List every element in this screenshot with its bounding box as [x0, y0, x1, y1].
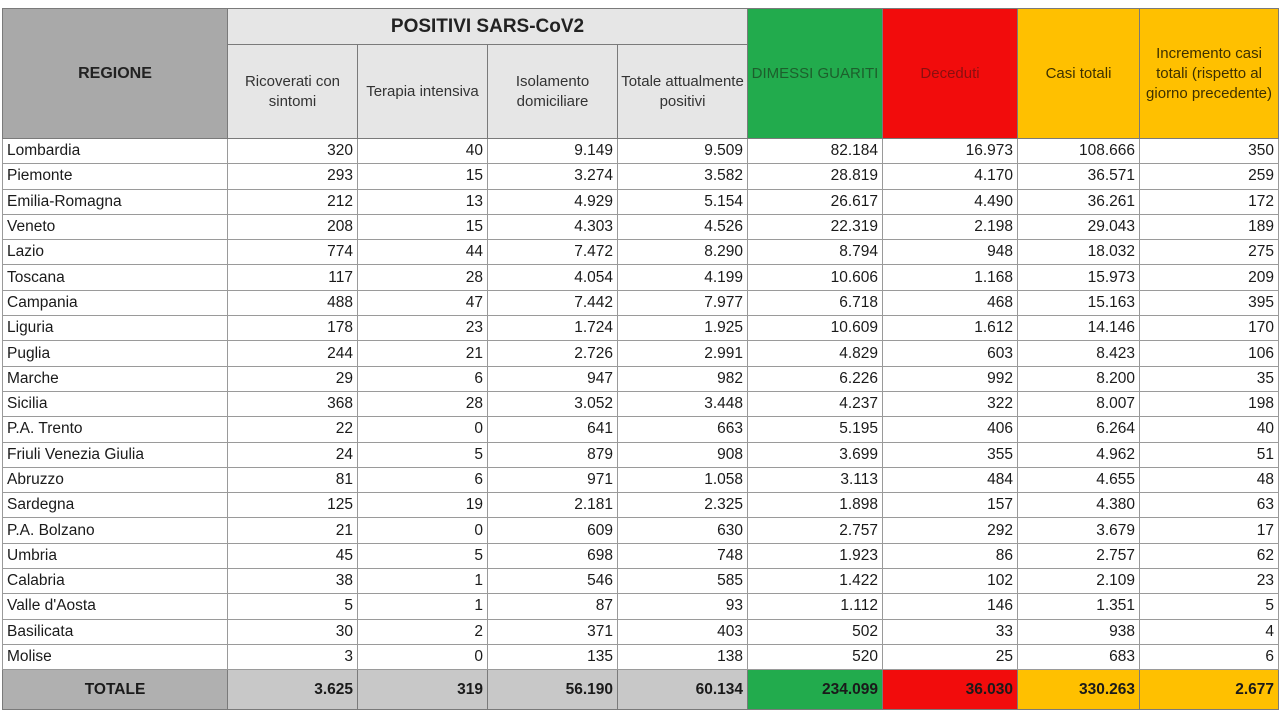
terapia-cell: 28 [358, 391, 488, 416]
deceduti-cell: 1.612 [883, 316, 1018, 341]
casi-cell: 4.380 [1018, 493, 1140, 518]
positivi-cell: 8.290 [618, 240, 748, 265]
casi-cell: 15.973 [1018, 265, 1140, 290]
ricoverati-cell: 38 [228, 569, 358, 594]
total-label: TOTALE [3, 670, 228, 710]
table-body [3, 139, 1279, 670]
ricoverati-cell: 320 [228, 139, 358, 164]
casi-cell: 14.146 [1018, 316, 1140, 341]
positivi-cell: 585 [618, 569, 748, 594]
incremento-cell: 350 [1140, 139, 1279, 164]
deceduti-cell: 992 [883, 366, 1018, 391]
region-name: Sardegna [3, 493, 228, 518]
region-name: Friuli Venezia Giulia [3, 442, 228, 467]
incremento-cell: 51 [1140, 442, 1279, 467]
isolamento-cell: 7.472 [488, 240, 618, 265]
table-row [3, 290, 1279, 315]
dimessi-cell: 22.319 [748, 214, 883, 239]
isolamento-cell: 87 [488, 594, 618, 619]
casi-cell: 2.109 [1018, 569, 1140, 594]
positivi-cell: 2.325 [618, 493, 748, 518]
deceduti-cell: 355 [883, 442, 1018, 467]
ricoverati-cell: 488 [228, 290, 358, 315]
incremento-cell: 170 [1140, 316, 1279, 341]
total-positivi: 60.134 [618, 670, 748, 710]
dimessi-cell: 1.898 [748, 493, 883, 518]
terapia-cell: 0 [358, 644, 488, 669]
table-row [3, 417, 1279, 442]
terapia-cell: 6 [358, 366, 488, 391]
casi-cell: 108.666 [1018, 139, 1140, 164]
table-row [3, 644, 1279, 669]
terapia-cell: 15 [358, 164, 488, 189]
isolamento-cell: 135 [488, 644, 618, 669]
dimessi-cell: 3.113 [748, 467, 883, 492]
deceduti-cell: 16.973 [883, 139, 1018, 164]
terapia-cell: 1 [358, 569, 488, 594]
header-incremento: Incremento casi totali (rispetto al giorno precedente) [1140, 9, 1279, 139]
casi-cell: 683 [1018, 644, 1140, 669]
deceduti-cell: 102 [883, 569, 1018, 594]
terapia-cell: 21 [358, 341, 488, 366]
casi-cell: 29.043 [1018, 214, 1140, 239]
casi-cell: 1.351 [1018, 594, 1140, 619]
table-row [3, 265, 1279, 290]
dimessi-cell: 1.112 [748, 594, 883, 619]
ricoverati-cell: 774 [228, 240, 358, 265]
dimessi-cell: 4.237 [748, 391, 883, 416]
ricoverati-cell: 244 [228, 341, 358, 366]
table-row [3, 619, 1279, 644]
table-row [3, 214, 1279, 239]
total-ricoverati: 3.625 [228, 670, 358, 710]
isolamento-cell: 971 [488, 467, 618, 492]
dimessi-cell: 28.819 [748, 164, 883, 189]
isolamento-cell: 7.442 [488, 290, 618, 315]
region-name: Veneto [3, 214, 228, 239]
table-row [3, 164, 1279, 189]
casi-cell: 36.261 [1018, 189, 1140, 214]
dimessi-cell: 1.422 [748, 569, 883, 594]
covid-regional-table-sheet [2, 8, 1278, 714]
total-row [3, 670, 1279, 710]
isolamento-cell: 2.181 [488, 493, 618, 518]
terapia-cell: 44 [358, 240, 488, 265]
ricoverati-cell: 45 [228, 543, 358, 568]
deceduti-cell: 603 [883, 341, 1018, 366]
incremento-cell: 189 [1140, 214, 1279, 239]
terapia-cell: 5 [358, 543, 488, 568]
header-isolamento: Isolamento domiciliare [488, 45, 618, 139]
isolamento-cell: 947 [488, 366, 618, 391]
casi-cell: 938 [1018, 619, 1140, 644]
region-name: Umbria [3, 543, 228, 568]
casi-cell: 3.679 [1018, 518, 1140, 543]
terapia-cell: 6 [358, 467, 488, 492]
isolamento-cell: 4.054 [488, 265, 618, 290]
ricoverati-cell: 212 [228, 189, 358, 214]
region-name: Calabria [3, 569, 228, 594]
dimessi-cell: 5.195 [748, 417, 883, 442]
isolamento-cell: 9.149 [488, 139, 618, 164]
dimessi-cell: 8.794 [748, 240, 883, 265]
casi-cell: 2.757 [1018, 543, 1140, 568]
positivi-cell: 908 [618, 442, 748, 467]
casi-cell: 4.962 [1018, 442, 1140, 467]
isolamento-cell: 641 [488, 417, 618, 442]
casi-cell: 6.264 [1018, 417, 1140, 442]
positivi-cell: 3.448 [618, 391, 748, 416]
casi-cell: 15.163 [1018, 290, 1140, 315]
isolamento-cell: 546 [488, 569, 618, 594]
incremento-cell: 62 [1140, 543, 1279, 568]
incremento-cell: 6 [1140, 644, 1279, 669]
incremento-cell: 106 [1140, 341, 1279, 366]
table-row [3, 316, 1279, 341]
table-row [3, 594, 1279, 619]
region-name: Campania [3, 290, 228, 315]
ricoverati-cell: 21 [228, 518, 358, 543]
region-name: Molise [3, 644, 228, 669]
isolamento-cell: 609 [488, 518, 618, 543]
terapia-cell: 47 [358, 290, 488, 315]
header-casi-totali: Casi totali [1018, 9, 1140, 139]
positivi-cell: 93 [618, 594, 748, 619]
deceduti-cell: 484 [883, 467, 1018, 492]
terapia-cell: 13 [358, 189, 488, 214]
table-row [3, 467, 1279, 492]
deceduti-cell: 33 [883, 619, 1018, 644]
covid-regional-table [2, 8, 1279, 710]
positivi-cell: 2.991 [618, 341, 748, 366]
ricoverati-cell: 125 [228, 493, 358, 518]
positivi-cell: 1.058 [618, 467, 748, 492]
table-row [3, 341, 1279, 366]
terapia-cell: 28 [358, 265, 488, 290]
total-casi: 330.263 [1018, 670, 1140, 710]
isolamento-cell: 371 [488, 619, 618, 644]
table-row [3, 240, 1279, 265]
casi-cell: 4.655 [1018, 467, 1140, 492]
ricoverati-cell: 208 [228, 214, 358, 239]
dimessi-cell: 2.757 [748, 518, 883, 543]
region-name: Sicilia [3, 391, 228, 416]
header-ricoverati: Ricoverati con sintomi [228, 45, 358, 139]
table-row [3, 391, 1279, 416]
dimessi-cell: 82.184 [748, 139, 883, 164]
header-deceduti: Deceduti [883, 9, 1018, 139]
dimessi-cell: 3.699 [748, 442, 883, 467]
isolamento-cell: 3.274 [488, 164, 618, 189]
positivi-cell: 403 [618, 619, 748, 644]
dimessi-cell: 10.606 [748, 265, 883, 290]
table-row [3, 569, 1279, 594]
region-name: Toscana [3, 265, 228, 290]
casi-cell: 8.200 [1018, 366, 1140, 391]
ricoverati-cell: 81 [228, 467, 358, 492]
terapia-cell: 15 [358, 214, 488, 239]
casi-cell: 8.007 [1018, 391, 1140, 416]
isolamento-cell: 698 [488, 543, 618, 568]
total-isolamento: 56.190 [488, 670, 618, 710]
total-terapia: 319 [358, 670, 488, 710]
isolamento-cell: 3.052 [488, 391, 618, 416]
dimessi-cell: 4.829 [748, 341, 883, 366]
ricoverati-cell: 178 [228, 316, 358, 341]
incremento-cell: 4 [1140, 619, 1279, 644]
total-dimessi: 234.099 [748, 670, 883, 710]
table-row [3, 543, 1279, 568]
incremento-cell: 172 [1140, 189, 1279, 214]
table-row [3, 518, 1279, 543]
positivi-cell: 748 [618, 543, 748, 568]
isolamento-cell: 4.929 [488, 189, 618, 214]
isolamento-cell: 1.724 [488, 316, 618, 341]
terapia-cell: 1 [358, 594, 488, 619]
total-deceduti: 36.030 [883, 670, 1018, 710]
incremento-cell: 275 [1140, 240, 1279, 265]
table-row [3, 442, 1279, 467]
total-incremento: 2.677 [1140, 670, 1279, 710]
deceduti-cell: 468 [883, 290, 1018, 315]
incremento-cell: 198 [1140, 391, 1279, 416]
header-totale-positivi: Totale attualmente positivi [618, 45, 748, 139]
deceduti-cell: 1.168 [883, 265, 1018, 290]
deceduti-cell: 86 [883, 543, 1018, 568]
ricoverati-cell: 3 [228, 644, 358, 669]
positivi-cell: 138 [618, 644, 748, 669]
deceduti-cell: 292 [883, 518, 1018, 543]
dimessi-cell: 520 [748, 644, 883, 669]
incremento-cell: 23 [1140, 569, 1279, 594]
ricoverati-cell: 24 [228, 442, 358, 467]
incremento-cell: 5 [1140, 594, 1279, 619]
region-name: Piemonte [3, 164, 228, 189]
terapia-cell: 40 [358, 139, 488, 164]
terapia-cell: 2 [358, 619, 488, 644]
deceduti-cell: 4.170 [883, 164, 1018, 189]
incremento-cell: 63 [1140, 493, 1279, 518]
terapia-cell: 5 [358, 442, 488, 467]
dimessi-cell: 6.226 [748, 366, 883, 391]
table-row [3, 366, 1279, 391]
ricoverati-cell: 5 [228, 594, 358, 619]
header-regione: REGIONE [3, 9, 228, 139]
positivi-cell: 5.154 [618, 189, 748, 214]
header-group-positivi: POSITIVI SARS-CoV2 [228, 9, 748, 45]
deceduti-cell: 948 [883, 240, 1018, 265]
incremento-cell: 40 [1140, 417, 1279, 442]
table-row [3, 493, 1279, 518]
dimessi-cell: 6.718 [748, 290, 883, 315]
region-name: P.A. Bolzano [3, 518, 228, 543]
region-name: Liguria [3, 316, 228, 341]
ricoverati-cell: 368 [228, 391, 358, 416]
incremento-cell: 259 [1140, 164, 1279, 189]
incremento-cell: 17 [1140, 518, 1279, 543]
casi-cell: 18.032 [1018, 240, 1140, 265]
positivi-cell: 3.582 [618, 164, 748, 189]
deceduti-cell: 406 [883, 417, 1018, 442]
ricoverati-cell: 22 [228, 417, 358, 442]
ricoverati-cell: 29 [228, 366, 358, 391]
deceduti-cell: 25 [883, 644, 1018, 669]
table-row [3, 139, 1279, 164]
table-row [3, 189, 1279, 214]
ricoverati-cell: 117 [228, 265, 358, 290]
terapia-cell: 23 [358, 316, 488, 341]
incremento-cell: 209 [1140, 265, 1279, 290]
region-name: Emilia-Romagna [3, 189, 228, 214]
ricoverati-cell: 30 [228, 619, 358, 644]
region-name: Lombardia [3, 139, 228, 164]
dimessi-cell: 502 [748, 619, 883, 644]
incremento-cell: 48 [1140, 467, 1279, 492]
region-name: P.A. Trento [3, 417, 228, 442]
deceduti-cell: 157 [883, 493, 1018, 518]
deceduti-cell: 322 [883, 391, 1018, 416]
positivi-cell: 1.925 [618, 316, 748, 341]
positivi-cell: 7.977 [618, 290, 748, 315]
positivi-cell: 9.509 [618, 139, 748, 164]
terapia-cell: 0 [358, 417, 488, 442]
region-name: Marche [3, 366, 228, 391]
incremento-cell: 35 [1140, 366, 1279, 391]
header-dimessi-guariti: DIMESSI GUARITI [748, 9, 883, 139]
casi-cell: 8.423 [1018, 341, 1140, 366]
terapia-cell: 0 [358, 518, 488, 543]
positivi-cell: 630 [618, 518, 748, 543]
ricoverati-cell: 293 [228, 164, 358, 189]
deceduti-cell: 2.198 [883, 214, 1018, 239]
positivi-cell: 4.526 [618, 214, 748, 239]
casi-cell: 36.571 [1018, 164, 1140, 189]
isolamento-cell: 879 [488, 442, 618, 467]
region-name: Basilicata [3, 619, 228, 644]
isolamento-cell: 4.303 [488, 214, 618, 239]
region-name: Puglia [3, 341, 228, 366]
positivi-cell: 4.199 [618, 265, 748, 290]
terapia-cell: 19 [358, 493, 488, 518]
positivi-cell: 982 [618, 366, 748, 391]
header-terapia-intensiva: Terapia intensiva [358, 45, 488, 139]
deceduti-cell: 146 [883, 594, 1018, 619]
dimessi-cell: 26.617 [748, 189, 883, 214]
region-name: Abruzzo [3, 467, 228, 492]
region-name: Valle d'Aosta [3, 594, 228, 619]
region-name: Lazio [3, 240, 228, 265]
positivi-cell: 663 [618, 417, 748, 442]
dimessi-cell: 10.609 [748, 316, 883, 341]
incremento-cell: 395 [1140, 290, 1279, 315]
isolamento-cell: 2.726 [488, 341, 618, 366]
dimessi-cell: 1.923 [748, 543, 883, 568]
deceduti-cell: 4.490 [883, 189, 1018, 214]
